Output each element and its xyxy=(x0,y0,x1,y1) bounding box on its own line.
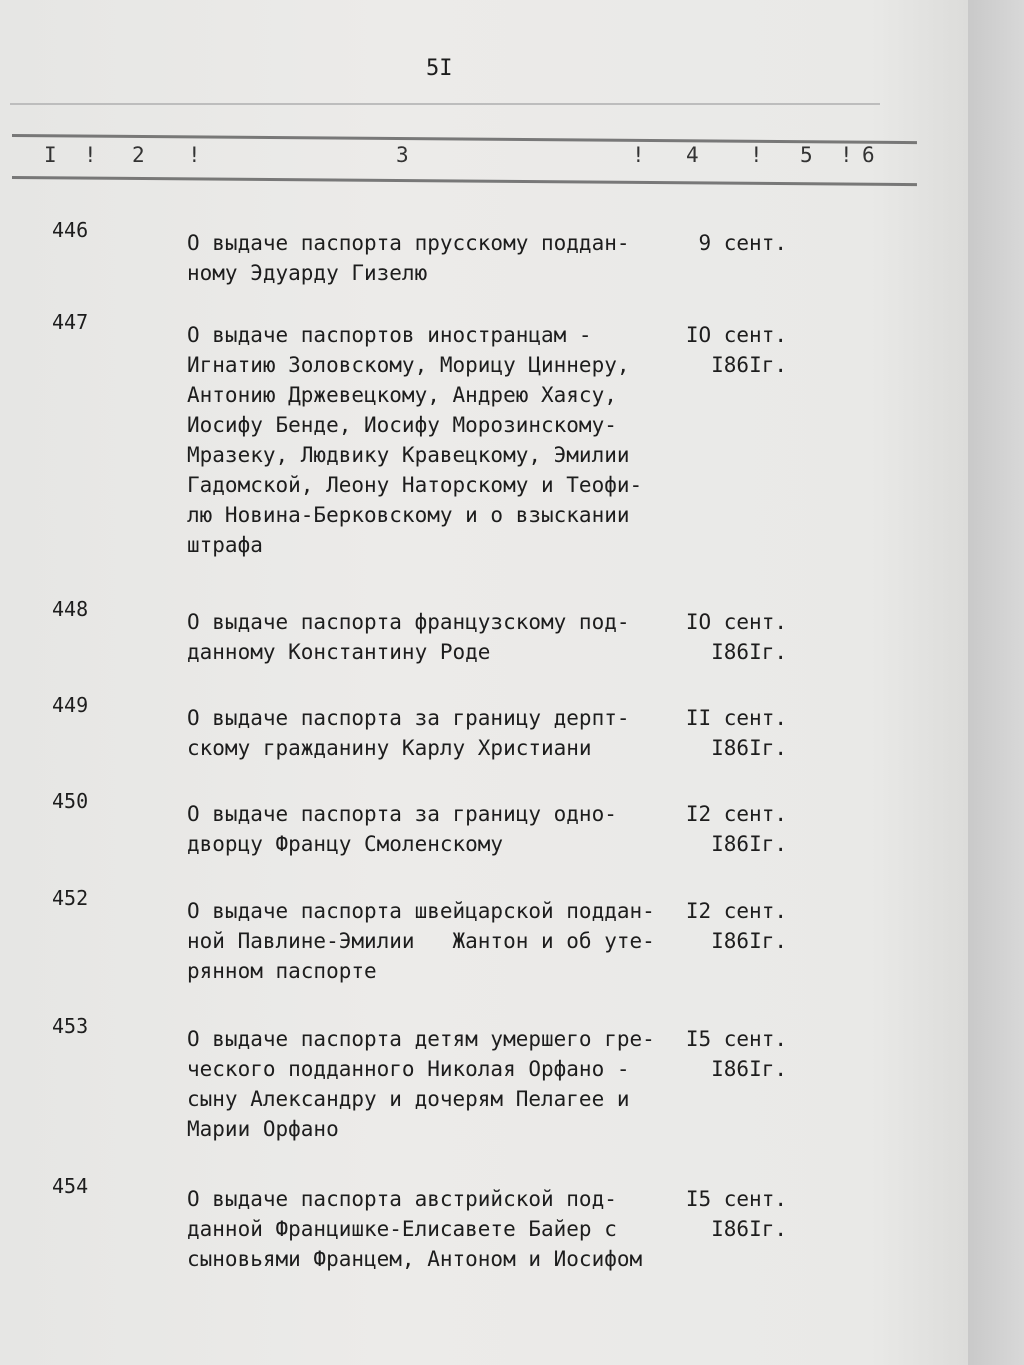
header-col-4: 4 xyxy=(686,143,699,167)
entry-number: 448 xyxy=(52,597,89,621)
entry-text: О выдаче паспорта за границу дерпт- скому гражданину Карлу Христиани xyxy=(187,706,630,760)
header-sep: ! xyxy=(632,143,645,167)
entry-text: О выдаче паспорта французскому под- данному Константину Роде xyxy=(187,610,630,664)
entry-text: О выдаче паспорта за границу одно- дворцу Францу Смоленскому xyxy=(187,802,617,856)
header-col-1: I xyxy=(44,143,57,167)
entry-number: 446 xyxy=(52,218,89,242)
entry-date: IO сент. I86Iг. xyxy=(685,610,787,664)
header-sep: ! xyxy=(84,143,97,167)
header-col-5: 5 xyxy=(800,143,813,167)
header-col-2: 2 xyxy=(132,143,145,167)
page-edge xyxy=(968,0,1024,1365)
entry-number: 450 xyxy=(52,789,89,813)
header-sep: ! xyxy=(188,143,201,167)
header-sep: ! xyxy=(750,143,763,167)
entry-date: I5 сент. I86Iг. xyxy=(685,1187,787,1241)
entry-number: 453 xyxy=(52,1014,89,1038)
entry-text: О выдаче паспорта швейцарской поддан- ной Павлине-Эмилии Жантон и об уте- рянном паспорте xyxy=(187,899,655,983)
header-col-3: 3 xyxy=(396,143,409,167)
header-col-6: 6 xyxy=(862,143,875,167)
entry-number: 454 xyxy=(52,1174,89,1198)
faint-rule xyxy=(10,103,880,105)
entry-date: I2 сент. I86Iг. xyxy=(685,802,787,856)
entry-text: О выдаче паспорта австрийской под- данной Францишке-Елисавете Байер с сыновьями Францем, Антоном и Иосифом xyxy=(187,1187,643,1271)
entry-text: О выдаче паспорта детям умершего гре- ческого подданного Николая Орфано - сыну Александру и дочерям Пелагее и Марии Орфано xyxy=(187,1027,655,1141)
entry-date: 9 сент. xyxy=(698,231,787,255)
entry-number: 449 xyxy=(52,693,89,717)
entry-date: IO сент. I86Iг. xyxy=(685,323,787,377)
header-sep: ! xyxy=(840,143,853,167)
page-number: 5I xyxy=(426,56,453,81)
entry-text: О выдаче паспорта прусскому поддан- ному Эдуарду Гизелю xyxy=(187,231,630,285)
entry-date: I5 сент. I86Iг. xyxy=(685,1027,787,1081)
entry-text: О выдаче паспортов иностранцам - Игнатию Золовскому, Морицу Циннеру, Антонию Држевецкому, Андрею Хаясу, Иосифу Бенде, Иосифу Морозинскому- Мразеку, Людвику Кравецкому, Эмилии Гадомской, Леону Наторскому и Теофи- лю Новина-Берковскому и о взыскании штрафа xyxy=(187,323,643,557)
entry-date: I2 сент. I86Iг. xyxy=(685,899,787,953)
entry-number: 447 xyxy=(52,310,89,334)
entry-date: II сент. I86Iг. xyxy=(685,706,787,760)
entry-number: 452 xyxy=(52,886,89,910)
